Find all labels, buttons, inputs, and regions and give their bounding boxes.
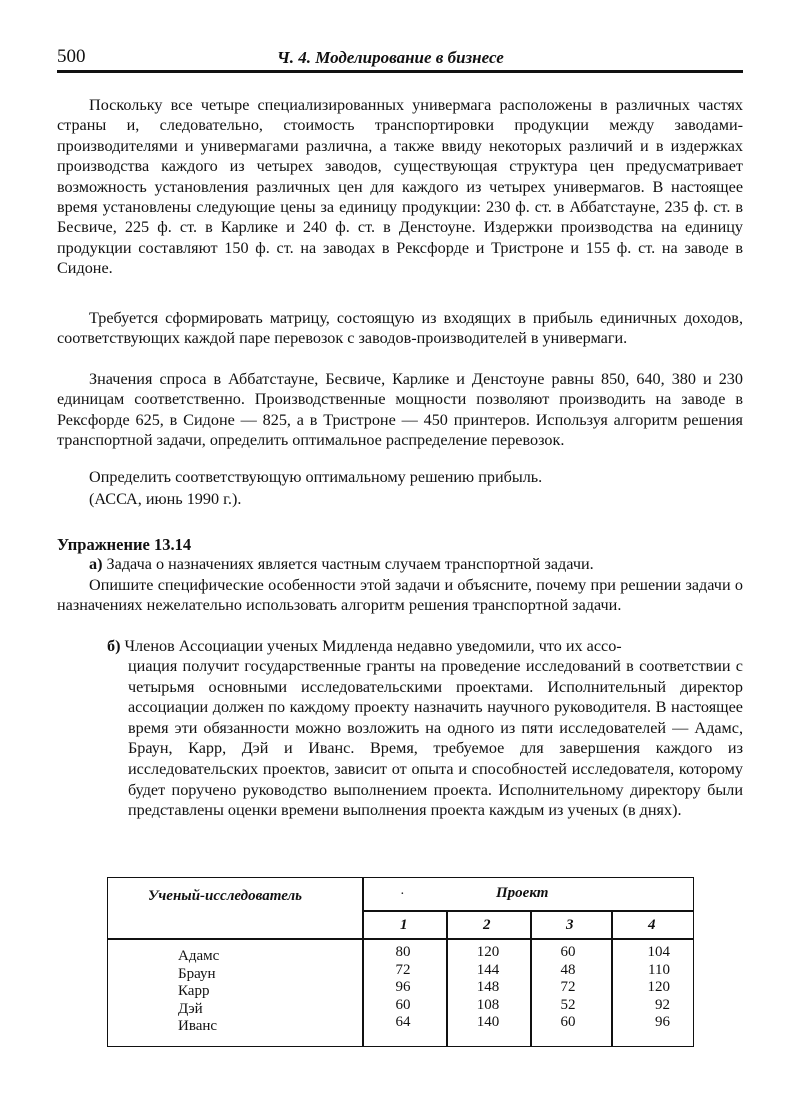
researcher-name: Карр bbox=[178, 983, 210, 1000]
table-cell: 148 bbox=[476, 979, 500, 996]
paragraph-profit-task: Определить соответствующую оптимальному решению прибыль. bbox=[89, 468, 543, 486]
table-cell: 120 bbox=[476, 944, 500, 960]
exercise-part-b bbox=[107, 636, 743, 656]
part-b-label: б) bbox=[107, 637, 121, 655]
table-cell: 80 bbox=[395, 944, 411, 960]
table-cell: 96 bbox=[655, 1014, 670, 1031]
researcher-name: Адамс bbox=[178, 948, 220, 964]
table-header-rule bbox=[108, 938, 693, 940]
table-cell: 104 bbox=[647, 944, 670, 960]
exercise-part-a-continuation: Опишите специфические особенности этой задачи и объясните, почему при решении задачи о назначениях нежелательно использовать алгоритм решения транспортной задачи. bbox=[57, 576, 743, 615]
column-values-3 bbox=[553, 944, 583, 1032]
part-a-text: Задача о назначениях является частным случаем транспортной задачи. bbox=[102, 555, 594, 573]
group-header: Проект bbox=[496, 885, 549, 901]
table-col-divider bbox=[446, 910, 448, 1046]
row-header: Ученый-исследователь bbox=[148, 888, 303, 904]
exercise-part-a bbox=[89, 554, 743, 574]
column-values-1 bbox=[388, 944, 418, 1032]
column-header: 4 bbox=[648, 917, 656, 933]
table-col-divider bbox=[611, 910, 613, 1046]
project-time-table bbox=[107, 877, 694, 1047]
researcher-name: Браун bbox=[178, 965, 216, 982]
table-subheader-rule bbox=[362, 910, 693, 912]
table-cell: 120 bbox=[647, 979, 670, 996]
table-cell: 48 bbox=[560, 961, 576, 978]
table-cell: 110 bbox=[648, 961, 670, 978]
table-cell: 64 bbox=[395, 1014, 411, 1031]
paragraph-demand: Значения спроса в Аббатстауне, Бесвиче, Карлике и Денстоуне равны 850, 640, 380 и 230 единицам соответственно. Производственные мощности позволяют производить на заводе в Рексфорде 625, в Сидоне — 825, а в Тристроне — 450 принтеров. Используя алгоритм решения транспортной задачи, определить оптимальное распределение перевозок. bbox=[57, 370, 743, 450]
column-values-4 bbox=[630, 944, 670, 1032]
table-cell: 96 bbox=[395, 979, 411, 996]
column-header: 2 bbox=[483, 917, 491, 933]
exercise-part-b-continuation: циация получит государственные гранты на проведение исследований в соответствии с четырьмя основными исследовательскими проектами. Исполнительный директор ассоциации должен по каждому проекту назначить научного руководителя. В настоящее время эти обязанности можно возложить на одного из пяти исследователей — Адамс, Браун, Карр, Дэй и Иванс. Время, требуемое для завершения каждого из исследовательских проектов, зависит от опыта и способностей исследователя, которому будет поручено руководство выполнением проекта. Исполнительному директору были представлены оценки времени выполнения проекта каждым из ученых (в днях). bbox=[128, 657, 743, 820]
table-divider bbox=[362, 878, 364, 1046]
paragraph-source: (АССА, июнь 1990 г.). bbox=[89, 490, 242, 508]
running-title: Ч. 4. Моделирование в бизнесе bbox=[277, 48, 504, 67]
paragraph-matrix-task: Требуется сформировать матрицу, состоящую из входящих в прибыль единичных доходов, соответствующих каждой паре перевозок с заводов-производителей в универмаги. bbox=[57, 309, 743, 348]
header-rule bbox=[57, 70, 743, 73]
column-header: 3 bbox=[566, 917, 574, 933]
exercise-heading: Упражнение 13.14 bbox=[57, 535, 192, 554]
table-cell: 60 bbox=[560, 944, 576, 960]
paragraph-prices: Поскольку все четыре специализированных универмага расположены в различных частях страны и, следовательно, стоимость транспортировки продукции между заводами-производителями и универмагами различна, а также ввиду некоторых различий и в издержках производства каждого из четырех заводов, существующая структура цен предусматривает возможность установления различных цен для каждого из четырех универмагов. В настоящее время установлены следующие цены за единицу продукции: 230 ф. ст. в Аббатстауне, 235 ф. ст. в Бесвиче, 225 ф. ст. в Карлике и 240 ф. ст. в Денстоуне. Издержки производства на единицу продукции составляют 150 ф. ст. на заводах в Рексфорде и Тристроне и 155 ф. ст. на заводе в Сидоне. bbox=[57, 96, 743, 278]
part-b-text: Членов Ассоциации ученых Мидленда недавно уведомили, что их ассо- bbox=[120, 637, 622, 655]
table-cell: 60 bbox=[560, 1014, 576, 1031]
page-number: 500 bbox=[57, 46, 86, 67]
stray-mark: · bbox=[400, 887, 405, 902]
column-header: 1 bbox=[400, 917, 408, 933]
table-cell: 72 bbox=[395, 961, 411, 978]
table-cell: 144 bbox=[476, 961, 500, 978]
running-header bbox=[57, 44, 743, 74]
table-cell: 92 bbox=[655, 996, 670, 1013]
table-col-divider bbox=[530, 910, 532, 1046]
table-cell: 108 bbox=[476, 996, 500, 1013]
table-cell: 60 bbox=[395, 996, 411, 1013]
table-cell: 140 bbox=[476, 1014, 500, 1031]
table-cell: 52 bbox=[560, 996, 576, 1013]
researcher-name: Дэй bbox=[178, 1000, 203, 1017]
column-values-2 bbox=[468, 944, 508, 1032]
researcher-names bbox=[178, 948, 219, 1036]
table-cell: 72 bbox=[560, 979, 576, 996]
researcher-name: Иванс bbox=[178, 1018, 218, 1035]
part-a-label: а) bbox=[89, 555, 103, 573]
